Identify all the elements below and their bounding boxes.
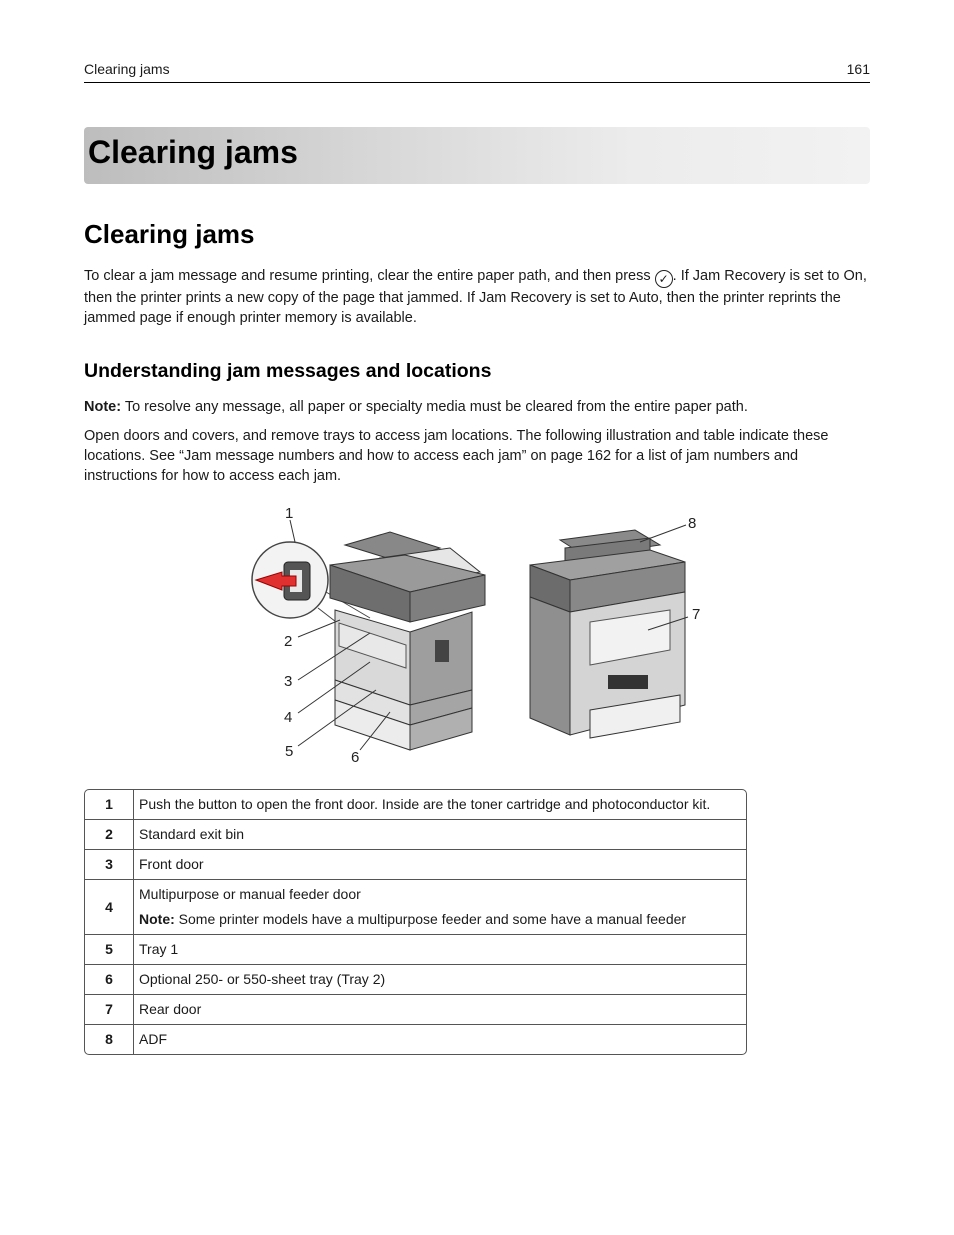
row-description: Front door <box>134 849 746 879</box>
table-row <box>85 819 746 849</box>
section-title: Clearing jams <box>84 219 255 249</box>
row-description: Rear door <box>134 994 746 1024</box>
subsection-title: Understanding jam messages and locations <box>84 360 492 382</box>
callout-3: 3 <box>284 673 293 690</box>
row-number: 5 <box>85 934 134 964</box>
row-description: Optional 250- or 550-sheet tray (Tray 2) <box>134 964 746 994</box>
row-note-label: Note: <box>139 911 175 927</box>
callout-7: 7 <box>692 606 701 623</box>
row-note <box>139 911 741 928</box>
row-number: 7 <box>85 994 134 1024</box>
table-row <box>85 790 746 819</box>
row-description: Push the button to open the front door. Inside are the toner cartridge and photoconductor kit. <box>139 796 711 812</box>
chapter-title: Clearing jams <box>88 134 298 170</box>
row-number: 6 <box>85 964 134 994</box>
row-description: Multipurpose or manual feeder door <box>139 886 361 902</box>
chapter-banner <box>84 127 870 184</box>
row-number: 4 <box>85 879 134 934</box>
jam-locations-table <box>84 789 747 1055</box>
note-paragraph <box>84 397 874 417</box>
table-row <box>85 934 746 964</box>
intro-text-end: . If Jam Recovery is set to On, then the printer prints a new copy of the page that jammed. If Jam Recovery is set to Auto, then the printer reprints the jammed page if enough printer memory is available. <box>84 268 867 326</box>
printer-illustration <box>240 500 720 775</box>
row-description: ADF <box>134 1024 746 1054</box>
table-row <box>85 879 746 934</box>
table-row <box>85 994 746 1024</box>
callout-6: 6 <box>351 749 360 766</box>
row-number: 8 <box>85 1024 134 1054</box>
table-row <box>85 964 746 994</box>
note-label: Note: <box>84 399 122 415</box>
table-row <box>85 849 746 879</box>
row-description: Tray 1 <box>134 934 746 964</box>
row-number: 3 <box>85 849 134 879</box>
printer-drawing <box>240 500 720 775</box>
row-description: Standard exit bin <box>134 819 746 849</box>
check-icon: ✓ <box>655 270 673 288</box>
note-text: To resolve any message, all paper or specialty media must be cleared from the entire paper path. <box>121 399 748 415</box>
callout-5: 5 <box>285 743 294 760</box>
instructions-paragraph: Open doors and covers, and remove trays to access jam locations. The following illustration and table indicate these locations. See “Jam message numbers and how to access each jam” on page 162 for a list of jam numbers and instructions for how to access each jam. <box>84 428 829 484</box>
row-number: 1 <box>85 790 134 819</box>
callout-1: 1 <box>285 505 294 522</box>
callout-4: 4 <box>284 709 293 726</box>
page-number: 161 <box>846 61 870 77</box>
row-note-text: Some printer models have a multipurpose feeder and some have a manual feeder <box>174 911 687 927</box>
callout-2: 2 <box>284 633 293 650</box>
intro-paragraph <box>84 266 874 328</box>
page-header <box>84 60 870 83</box>
table-row <box>85 1024 746 1054</box>
callout-8: 8 <box>688 515 697 532</box>
row-number: 2 <box>85 819 134 849</box>
header-section-title: Clearing jams <box>84 61 170 77</box>
intro-text-start: To clear a jam message and resume printing, clear the entire paper path, and then press <box>84 268 655 284</box>
row-description-cell <box>134 879 746 934</box>
